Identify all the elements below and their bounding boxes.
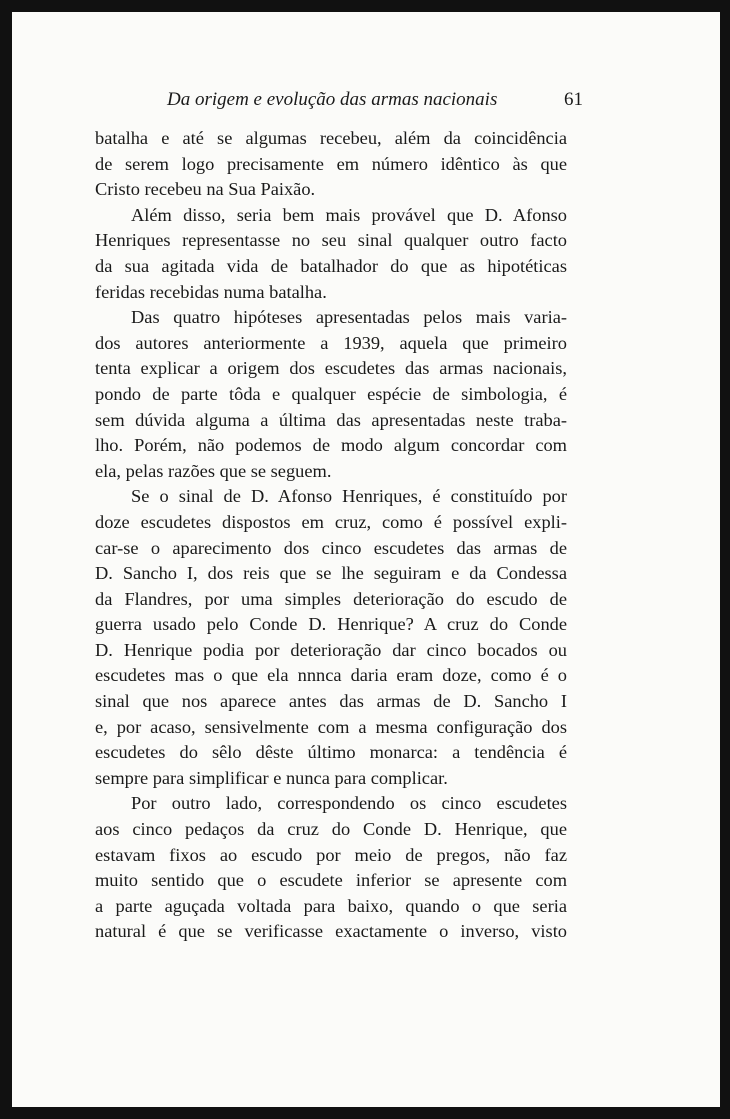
paragraph <box>95 484 567 791</box>
text-line: escudetes mas o que ela nnnca daria eram doze, como é o <box>95 665 567 686</box>
text-line: D. Henrique podia por deterioração dar cinco bocados ou <box>95 639 567 660</box>
text-line: guerra usado pelo Conde D. Henrique? A cruz do Conde <box>95 614 567 635</box>
paragraph <box>95 203 567 305</box>
text-line: a parte aguçada voltada para baixo, quando o que seria <box>95 895 567 916</box>
text-line: Por outro lado, correspondendo os cinco escudetes <box>131 793 567 814</box>
text-line: lho. Porém, não podemos de modo algum concordar com <box>95 435 567 456</box>
text-line: Henriques representasse no seu sinal qualquer outro facto <box>95 230 567 251</box>
paragraph <box>95 126 567 203</box>
text-line: de serem logo precisamente em número idêntico às que <box>95 153 567 174</box>
text-line: aos cinco pedaços da cruz do Conde D. Henrique, que <box>95 819 567 840</box>
running-header <box>165 89 583 119</box>
text-line: tenta explicar a origem dos escudetes das armas nacionais, <box>95 358 567 379</box>
text-line: feridas recebidas numa batalha. <box>95 281 327 302</box>
text-line: sinal que nos aparece antes das armas de D. Sancho I <box>95 691 567 712</box>
text-line: Além disso, seria bem mais provável que D. Afonso <box>131 204 567 225</box>
text-line: Cristo recebeu na Sua Paixão. <box>95 179 316 200</box>
text-line: muito sentido que o escudete inferior se apresente com <box>95 870 567 891</box>
text-line: ela, pelas razões que se seguem. <box>95 460 332 481</box>
body-text <box>95 126 567 945</box>
text-line: D. Sancho I, dos reis que se lhe seguiram e da Condessa <box>95 563 567 584</box>
text-line: escudetes do sêlo dêste último monarca: a tendência é <box>95 742 567 763</box>
text-line: pondo de parte tôda e qualquer espécie de simbologia, é <box>95 383 567 404</box>
text-line: Se o sinal de D. Afonso Henriques, é constituído por <box>131 486 567 507</box>
page-number: 61 <box>564 89 583 110</box>
text-line: da sua agitada vida de batalhador do que as hipotéticas <box>95 255 567 276</box>
text-line: natural é que se verificasse exactamente o inverso, visto <box>95 921 567 942</box>
text-line: sem dúvida alguma a última das apresentadas neste traba- <box>95 409 567 430</box>
paragraph <box>95 305 567 484</box>
text-line: Das quatro hipóteses apresentadas pelos mais varia- <box>131 307 567 328</box>
text-line: dos autores anteriormente a 1939, aquela que primeiro <box>95 332 567 353</box>
text-line: da Flandres, por uma simples deterioração do escudo de <box>95 588 567 609</box>
text-line: e, por acaso, sensivelmente com a mesma configuração dos <box>95 716 567 737</box>
text-line: sempre para simplificar e nunca para complicar. <box>95 767 448 788</box>
text-line: car-se o aparecimento dos cinco escudetes das armas de <box>95 537 567 558</box>
text-line: batalha e até se algumas recebeu, além da coincidência <box>95 128 567 148</box>
text-line: doze escudetes dispostos em cruz, como é possível expli- <box>95 511 567 532</box>
running-title: Da origem e evolução das armas nacionais <box>167 89 498 110</box>
text-line: estavam fixos ao escudo por meio de pregos, não faz <box>95 844 567 865</box>
book-page <box>12 12 720 1107</box>
paragraph <box>95 791 567 945</box>
